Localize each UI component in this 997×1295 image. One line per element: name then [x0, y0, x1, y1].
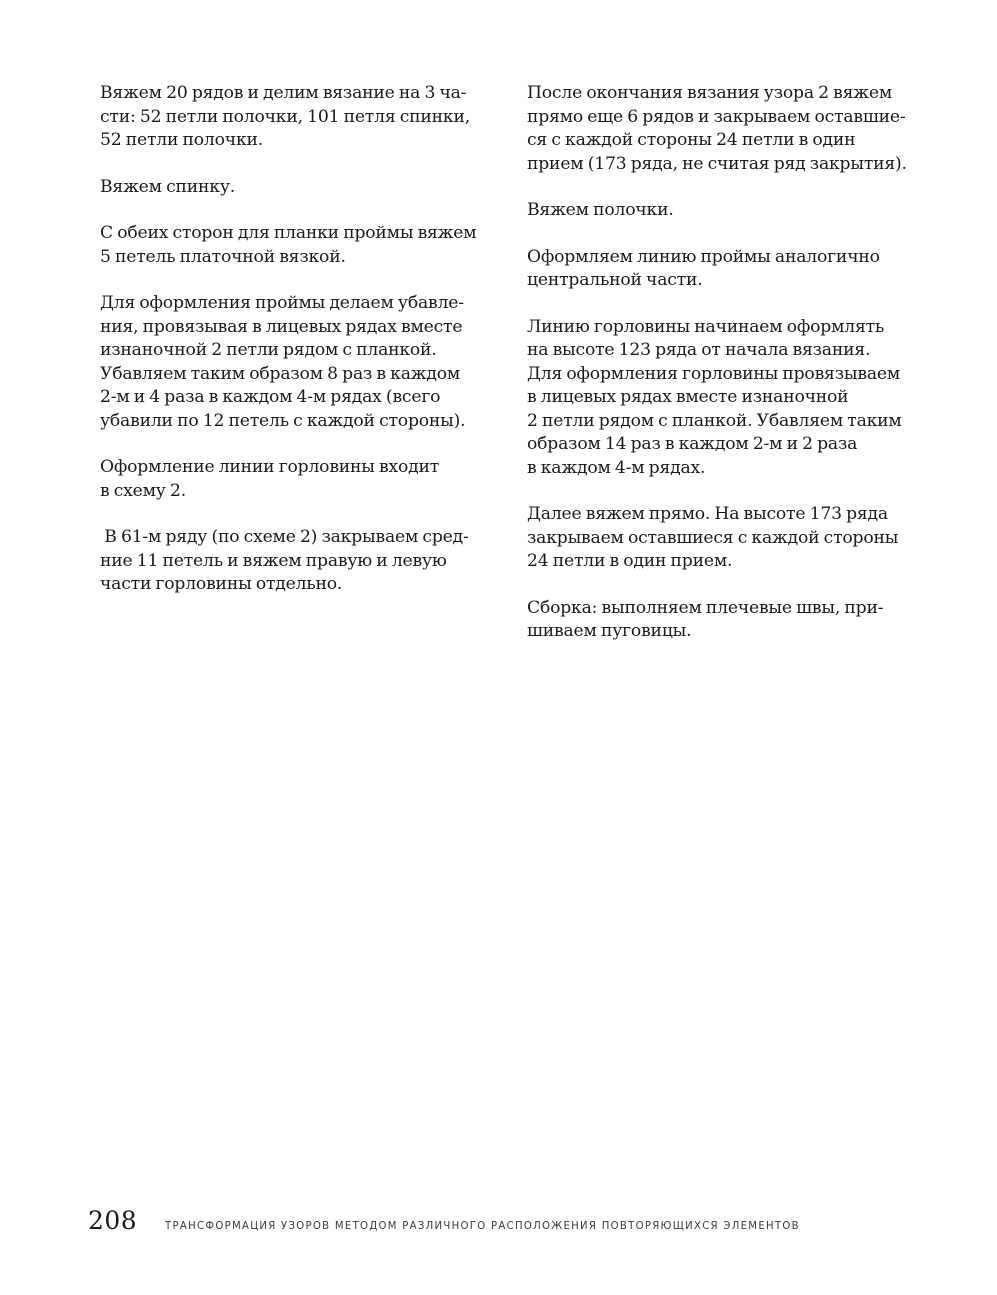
text-line: прием (173 ряда, не считая ряд закрытия). — [527, 153, 907, 174]
text-line: в лицевых рядах вместе изнаночной — [527, 387, 849, 407]
text-line: ся с каждой стороны 24 петли в один — [527, 130, 856, 150]
paragraph-armhole-decreases — [100, 292, 500, 433]
text-line: С обеих сторон для планки проймы вяжем — [100, 223, 477, 243]
text-line: ние 11 петель и вяжем правую и левую — [100, 550, 447, 571]
text-line: 5 петель платочной вязкой. — [100, 246, 346, 267]
left-text-column — [100, 82, 500, 620]
text-line: Убавляем таким образом 8 раз в каждом — [100, 363, 461, 384]
paragraph-assembly — [527, 597, 927, 644]
paragraph-armhole-same — [527, 246, 927, 293]
paragraph-front-neckline — [527, 316, 927, 481]
text-line: Вяжем полочки. — [527, 200, 674, 220]
text-line: Для оформления горловины провязываем — [527, 363, 901, 384]
text-line: В 61-м ряду (по схеме 2) закрываем сред- — [100, 527, 469, 547]
paragraph-row-61 — [100, 526, 500, 597]
text-line: в каждом 4-м рядах. — [527, 457, 706, 478]
page-number: 208 — [88, 1206, 138, 1235]
text-line: убавили по 12 петель с каждой стороны). — [100, 410, 466, 431]
text-line: 2-м и 4 раза в каждом 4-м рядах (всего — [100, 387, 441, 407]
text-line: Далее вяжем прямо. На высоте 173 ряда — [527, 504, 888, 524]
text-line: шиваем пуговицы. — [527, 621, 692, 641]
text-line: сти: 52 петли полочки, 101 петля спинки, — [100, 106, 470, 127]
running-title: ТРАНСФОРМАЦИЯ УЗОРОВ МЕТОДОМ РАЗЛИЧНОГО РАСПОЛОЖЕНИЯ ПОВТОРЯЮЩИХСЯ ЭЛЕМЕНТОВ — [165, 1219, 801, 1232]
paragraph-knit-straight — [527, 503, 927, 574]
paragraph-knit-back — [100, 176, 500, 200]
text-line: образом 14 раз в каждом 2-м и 2 раза — [527, 434, 858, 454]
page-footer — [88, 1206, 855, 1246]
text-line: 52 петли полочки. — [100, 130, 264, 150]
paragraph-armhole-band — [100, 222, 500, 269]
text-line: 2 петли рядом с планкой. Убавляем таким — [527, 410, 902, 431]
text-line: Для оформления проймы делаем убавле- — [100, 293, 464, 313]
text-line: закрываем оставшиеся с каждой стороны — [527, 527, 899, 548]
text-line: Сборка: выполняем плечевые швы, при- — [527, 597, 884, 618]
text-line: Линию горловины начинаем оформлять — [527, 316, 885, 337]
text-line: 24 петли в один прием. — [527, 551, 733, 571]
text-line: изнаночной 2 петли рядом с планкой. — [100, 340, 437, 360]
text-line: прямо еще 6 рядов и закрываем оставшие- — [527, 106, 906, 127]
text-line: После окончания вязания узора 2 вяжем — [527, 83, 893, 103]
paragraph-after-pattern-2 — [527, 82, 927, 176]
paragraph-neckline-scheme — [100, 456, 500, 503]
text-line: на высоте 123 ряда от начала вязания. — [527, 340, 871, 360]
text-line: Вяжем 20 рядов и делим вязание на 3 ча- — [100, 83, 467, 103]
text-line: ния, провязывая в лицевых рядах вместе — [100, 316, 463, 337]
text-line: в схему 2. — [100, 480, 186, 501]
text-line: части горловины отдельно. — [100, 574, 343, 594]
text-line: Оформляем линию проймы аналогично — [527, 246, 880, 267]
text-line: центральной части. — [527, 270, 703, 290]
text-line: Вяжем спинку. — [100, 176, 235, 197]
right-text-column — [527, 82, 927, 667]
paragraph-knit-fronts — [527, 199, 927, 223]
paragraph-20-rows-split — [100, 82, 500, 153]
text-line: Оформление линии горловины входит — [100, 457, 440, 477]
